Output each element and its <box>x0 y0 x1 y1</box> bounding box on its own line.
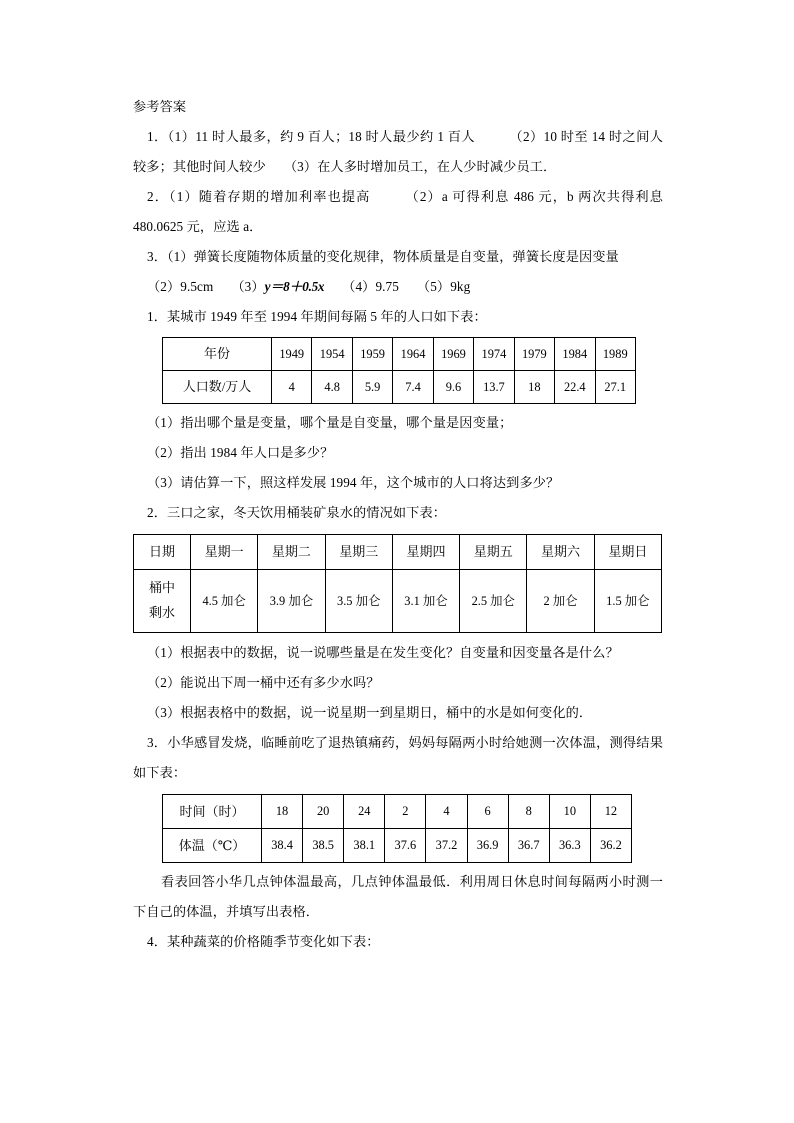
exercise-2-question-2: （2）能说出下周一桶中还有多少水吗？ <box>147 675 380 690</box>
answer-item-2 <box>133 182 663 242</box>
table-cell: 27.1 <box>595 371 636 404</box>
table-cell: 1964 <box>393 338 433 371</box>
table-row <box>134 535 662 570</box>
table-cell: 10 <box>549 795 590 829</box>
table-cell: 1969 <box>433 338 473 371</box>
answer-1-part-3: （3）在人多时增加员工，在人少时减少员工． <box>283 159 557 174</box>
table-cell: 18 <box>262 795 303 829</box>
exercise-1-question-1: （1）指出哪个量是变量，哪个量是自变量，哪个量是因变量； <box>147 415 513 430</box>
label-line-1: 桶中 <box>148 580 175 596</box>
page-title: 参考答案 <box>133 99 187 114</box>
table-cell: 18 <box>514 371 554 404</box>
table-population-wrapper <box>162 337 663 404</box>
exercise-1-stem: 1．某城市 1949 年至 1994 年期间每隔 5 年的人口如下表： <box>147 309 487 324</box>
table-cell: 36.2 <box>590 829 631 863</box>
answer-3-q5: （5）9kg <box>416 279 471 294</box>
table-cell: 36.7 <box>508 829 549 863</box>
answer-3-q4: （4）9.75 <box>342 279 399 294</box>
table-cell: 1954 <box>312 338 352 371</box>
table-cell: 5.9 <box>352 371 392 404</box>
table-row <box>163 829 632 863</box>
exercise-2-question-1: （1）根据表中的数据，说一说哪些量是在发生变化？自变量和因变量各是什么？ <box>147 645 619 660</box>
table-cell: 1959 <box>352 338 392 371</box>
table-cell-header-label: 日期 <box>134 535 191 570</box>
document-content <box>133 92 663 957</box>
answer-item-3-line2 <box>133 272 663 302</box>
table-population <box>162 337 636 404</box>
table-cell: 星期三 <box>325 535 392 570</box>
table-cell: 20 <box>303 795 344 829</box>
table-cell: 12 <box>590 795 631 829</box>
table-row <box>163 338 636 371</box>
table-cell: 1949 <box>272 338 312 371</box>
table-cell: 38.1 <box>344 829 385 863</box>
exercise-2-stem: 2．三口之家，冬天饮用桶装矿泉水的情况如下表： <box>147 505 447 520</box>
exercise-2-question-3: （3）根据表格中的数据，说一说星期一到星期日，桶中的水是如何变化的． <box>147 705 593 720</box>
table-cell: 9.6 <box>433 371 473 404</box>
table-water <box>133 534 662 633</box>
table-cell: 3.1 加仑 <box>392 570 459 633</box>
table-cell-header-label: 年份 <box>163 338 272 371</box>
table-cell: 38.5 <box>303 829 344 863</box>
answer-item-1 <box>133 122 663 182</box>
table-cell: 2.5 加仑 <box>460 570 527 633</box>
table-row <box>163 795 632 829</box>
exercise-3-closing: 看表回答小华几点钟体温最高，几点钟体温最低．利用周日休息时间每隔两小时测一下自己的体温，并填写出表格． <box>133 874 663 919</box>
table-cell-header-label <box>134 570 191 633</box>
answer-1-part-2: （2）10 时至 14 时之间人较多；其他时间人较少 <box>133 129 663 174</box>
table-cell: 2 <box>385 795 426 829</box>
table-water-wrapper <box>133 534 663 633</box>
table-cell: 4.8 <box>312 371 352 404</box>
answer-3-q2: （2）9.5cm <box>147 279 214 294</box>
table-cell-header-label: 时间（时） <box>163 795 262 829</box>
exercise-1-question-3: （3）请估算一下，照这样发展 1994 年，这个城市的人口将达到多少？ <box>147 475 560 490</box>
table-cell: 2 加仑 <box>527 570 594 633</box>
table-cell: 37.6 <box>385 829 426 863</box>
table-cell: 星期四 <box>392 535 459 570</box>
answer-1-part-1: 1．（1）11 时人最多，约 9 百人；18 时人最少约 1 百人 <box>147 129 476 144</box>
table-cell: 1984 <box>555 338 595 371</box>
table-cell: 37.2 <box>426 829 467 863</box>
exercise-4-stem: 4．某种蔬菜的价格随季节变化如下表： <box>147 934 380 949</box>
table-cell: 36.3 <box>549 829 590 863</box>
table-cell-header-label: 人口数/万人 <box>163 371 272 404</box>
table-cell: 36.9 <box>467 829 508 863</box>
answer-3-part-1: 3．（1）弹簧长度随物体质量的变化规律，物体质量是自变量，弹簧长度是因变量 <box>147 249 619 264</box>
table-cell: 3.9 加仑 <box>258 570 325 633</box>
answer-3-formula: y＝8＋0.5x <box>264 279 325 294</box>
answer-item-3 <box>133 242 663 272</box>
table-cell: 4 <box>426 795 467 829</box>
table-cell: 1974 <box>474 338 514 371</box>
table-cell: 星期日 <box>594 535 661 570</box>
table-cell: 1989 <box>595 338 636 371</box>
table-cell: 1979 <box>514 338 554 371</box>
answer-2-part-2: （2）a 可得利息 486 元，b 两次共得利息 480.0625 元，应选 a． <box>133 189 663 234</box>
table-cell: 4 <box>272 371 312 404</box>
table-cell: 22.4 <box>555 371 595 404</box>
table-cell: 星期一 <box>191 535 258 570</box>
table-cell-header-label: 体温（℃） <box>163 829 262 863</box>
table-cell: 3.5 加仑 <box>325 570 392 633</box>
table-cell: 星期六 <box>527 535 594 570</box>
table-cell: 4.5 加仑 <box>191 570 258 633</box>
answer-2-part-1: 2．（1）随着存期的增加利率也提高 <box>147 189 371 204</box>
exercise-1-question-2: （2）指出 1984 年人口是多少？ <box>147 445 334 460</box>
table-temperature <box>162 794 632 863</box>
table-cell: 星期五 <box>460 535 527 570</box>
exercise-3-stem: 3．小华感冒发烧，临睡前吃了退热镇痛药，妈妈每隔两小时给她测一次体温，测得结果如下表： <box>133 735 663 780</box>
table-cell: 38.4 <box>262 829 303 863</box>
table-temperature-wrapper <box>162 794 663 863</box>
label-line-2: 剩水 <box>148 605 175 620</box>
table-cell: 24 <box>344 795 385 829</box>
table-cell: 7.4 <box>393 371 433 404</box>
table-cell: 星期二 <box>258 535 325 570</box>
table-cell: 13.7 <box>474 371 514 404</box>
table-row <box>163 371 636 404</box>
table-cell: 8 <box>508 795 549 829</box>
table-cell: 6 <box>467 795 508 829</box>
answer-3-q3-label: （3） <box>231 279 265 294</box>
table-cell: 1.5 加仑 <box>594 570 661 633</box>
table-row <box>134 570 662 633</box>
